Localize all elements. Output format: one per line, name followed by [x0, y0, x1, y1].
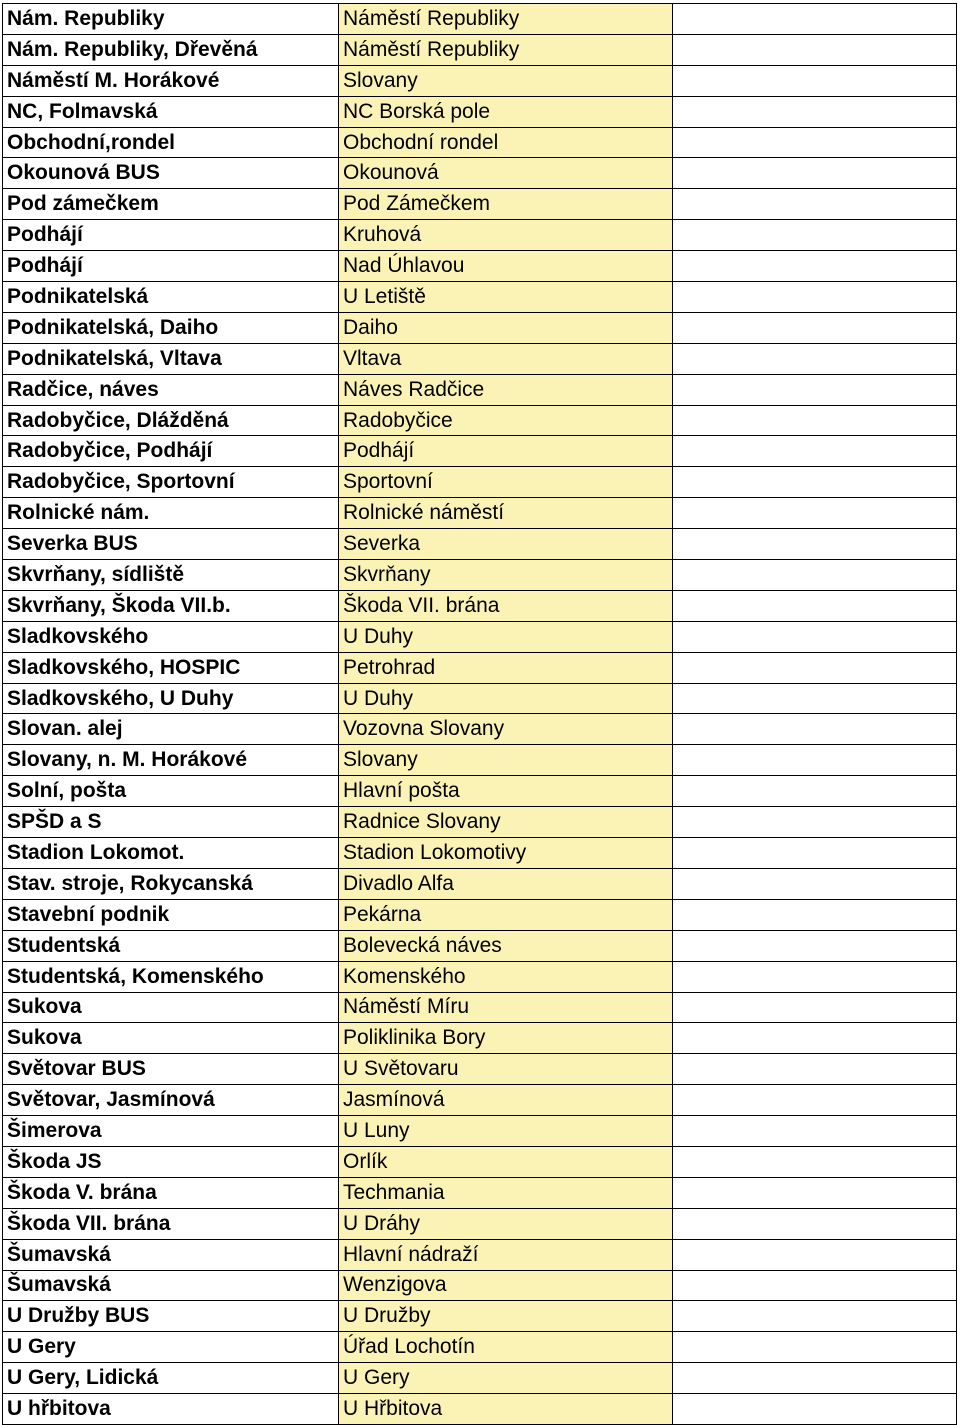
old-stop-name-cell: Stadion Lokomot. — [3, 838, 339, 869]
old-stop-name-cell: Stav. stroje, Rokycanská — [3, 868, 339, 899]
old-stop-name-cell: U hřbitova — [3, 1394, 339, 1425]
old-stop-name-cell: U Družby BUS — [3, 1301, 339, 1332]
empty-cell — [673, 930, 957, 961]
empty-cell — [673, 961, 957, 992]
new-stop-name-cell: U Dráhy — [339, 1208, 673, 1239]
old-stop-name-cell: Světovar BUS — [3, 1054, 339, 1085]
new-stop-name-cell: Petrohrad — [339, 652, 673, 683]
new-stop-name-cell: U Hřbitova — [339, 1394, 673, 1425]
table-row — [3, 529, 957, 560]
table-row — [3, 930, 957, 961]
new-stop-name-cell: U Letiště — [339, 282, 673, 313]
new-stop-name-cell: Náves Radčice — [339, 374, 673, 405]
table-row — [3, 1146, 957, 1177]
empty-cell — [673, 467, 957, 498]
table-row — [3, 436, 957, 467]
new-stop-name-cell: Pekárna — [339, 899, 673, 930]
empty-cell — [673, 1023, 957, 1054]
old-stop-name-cell: Severka BUS — [3, 529, 339, 560]
old-stop-name-cell: Stavební podnik — [3, 899, 339, 930]
new-stop-name-cell: U Duhy — [339, 621, 673, 652]
table-row — [3, 961, 957, 992]
old-stop-name-cell: U Gery, Lidická — [3, 1363, 339, 1394]
old-stop-name-cell: Podnikatelská, Vltava — [3, 343, 339, 374]
table-row — [3, 776, 957, 807]
empty-cell — [673, 189, 957, 220]
table-row — [3, 312, 957, 343]
table-row — [3, 189, 957, 220]
old-stop-name-cell: Slovan. alej — [3, 714, 339, 745]
empty-cell — [673, 1301, 957, 1332]
old-stop-name-cell: Skvrňany, Škoda VII.b. — [3, 590, 339, 621]
stop-rename-table — [2, 3, 957, 1425]
table-row — [3, 1177, 957, 1208]
old-stop-name-cell: Radobyčice, Sportovní — [3, 467, 339, 498]
table-row — [3, 807, 957, 838]
new-stop-name-cell: Vozovna Slovany — [339, 714, 673, 745]
old-stop-name-cell: Podhájí — [3, 251, 339, 282]
empty-cell — [673, 1208, 957, 1239]
table-row — [3, 1301, 957, 1332]
table-row — [3, 683, 957, 714]
table-row — [3, 4, 957, 35]
old-stop-name-cell: Studentská — [3, 930, 339, 961]
empty-cell — [673, 1146, 957, 1177]
new-stop-name-cell: Škoda VII. brána — [339, 590, 673, 621]
old-stop-name-cell: Nám. Republiky — [3, 4, 339, 35]
new-stop-name-cell: Skvrňany — [339, 560, 673, 591]
table-row — [3, 405, 957, 436]
empty-cell — [673, 4, 957, 35]
table-row — [3, 467, 957, 498]
new-stop-name-cell: Divadlo Alfa — [339, 868, 673, 899]
new-stop-name-cell: U Luny — [339, 1116, 673, 1147]
old-stop-name-cell: Okounová BUS — [3, 158, 339, 189]
new-stop-name-cell: Orlík — [339, 1146, 673, 1177]
new-stop-name-cell: Úřad Lochotín — [339, 1332, 673, 1363]
new-stop-name-cell: Severka — [339, 529, 673, 560]
old-stop-name-cell: Škoda JS — [3, 1146, 339, 1177]
empty-cell — [673, 1116, 957, 1147]
old-stop-name-cell: SPŠD a S — [3, 807, 339, 838]
old-stop-name-cell: Solní, pošta — [3, 776, 339, 807]
old-stop-name-cell: Pod zámečkem — [3, 189, 339, 220]
empty-cell — [673, 1054, 957, 1085]
table-row — [3, 282, 957, 313]
empty-cell — [673, 868, 957, 899]
empty-cell — [673, 96, 957, 127]
empty-cell — [673, 343, 957, 374]
old-stop-name-cell: Radobyčice, Dlážděná — [3, 405, 339, 436]
new-stop-name-cell: U Družby — [339, 1301, 673, 1332]
new-stop-name-cell: Hlavní pošta — [339, 776, 673, 807]
table-row — [3, 992, 957, 1023]
table-row — [3, 621, 957, 652]
empty-cell — [673, 560, 957, 591]
table-row — [3, 1208, 957, 1239]
new-stop-name-cell: Radnice Slovany — [339, 807, 673, 838]
table-row — [3, 374, 957, 405]
empty-cell — [673, 776, 957, 807]
new-stop-name-cell: Komenského — [339, 961, 673, 992]
table-row — [3, 251, 957, 282]
table-row — [3, 838, 957, 869]
old-stop-name-cell: Podnikatelská, Daiho — [3, 312, 339, 343]
old-stop-name-cell: Škoda V. brána — [3, 1177, 339, 1208]
new-stop-name-cell: Náměstí Míru — [339, 992, 673, 1023]
new-stop-name-cell: Bolevecká náves — [339, 930, 673, 961]
empty-cell — [673, 312, 957, 343]
empty-cell — [673, 807, 957, 838]
new-stop-name-cell: U Světovaru — [339, 1054, 673, 1085]
new-stop-name-cell: Obchodní rondel — [339, 127, 673, 158]
new-stop-name-cell: U Gery — [339, 1363, 673, 1394]
empty-cell — [673, 652, 957, 683]
table-row — [3, 127, 957, 158]
empty-cell — [673, 282, 957, 313]
empty-cell — [673, 529, 957, 560]
old-stop-name-cell: Šumavská — [3, 1239, 339, 1270]
empty-cell — [673, 405, 957, 436]
new-stop-name-cell: Nad Úhlavou — [339, 251, 673, 282]
empty-cell — [673, 251, 957, 282]
table-row — [3, 1023, 957, 1054]
new-stop-name-cell: Hlavní nádraží — [339, 1239, 673, 1270]
table-row — [3, 714, 957, 745]
table-row — [3, 745, 957, 776]
old-stop-name-cell: Podhájí — [3, 220, 339, 251]
empty-cell — [673, 992, 957, 1023]
table-row — [3, 1363, 957, 1394]
new-stop-name-cell: Poliklinika Bory — [339, 1023, 673, 1054]
table-row — [3, 34, 957, 65]
new-stop-name-cell: Slovany — [339, 745, 673, 776]
old-stop-name-cell: Sladkovského, U Duhy — [3, 683, 339, 714]
empty-cell — [673, 1085, 957, 1116]
new-stop-name-cell: Sportovní — [339, 467, 673, 498]
empty-cell — [673, 899, 957, 930]
empty-cell — [673, 683, 957, 714]
empty-cell — [673, 220, 957, 251]
new-stop-name-cell: Pod Zámečkem — [339, 189, 673, 220]
empty-cell — [673, 621, 957, 652]
new-stop-name-cell: Techmania — [339, 1177, 673, 1208]
empty-cell — [673, 498, 957, 529]
table-row — [3, 899, 957, 930]
stop-rename-sheet — [2, 3, 956, 1422]
table-row — [3, 1394, 957, 1425]
table-row — [3, 158, 957, 189]
empty-cell — [673, 745, 957, 776]
old-stop-name-cell: Šumavská — [3, 1270, 339, 1301]
old-stop-name-cell: Sladkovského, HOSPIC — [3, 652, 339, 683]
empty-cell — [673, 1394, 957, 1425]
old-stop-name-cell: Rolnické nám. — [3, 498, 339, 529]
table-row — [3, 498, 957, 529]
empty-cell — [673, 1363, 957, 1394]
old-stop-name-cell: Radobyčice, Podhájí — [3, 436, 339, 467]
new-stop-name-cell: Rolnické náměstí — [339, 498, 673, 529]
empty-cell — [673, 1239, 957, 1270]
old-stop-name-cell: Slovany, n. M. Horákové — [3, 745, 339, 776]
old-stop-name-cell: Podnikatelská — [3, 282, 339, 313]
old-stop-name-cell: Sukova — [3, 992, 339, 1023]
empty-cell — [673, 590, 957, 621]
new-stop-name-cell: Okounová — [339, 158, 673, 189]
new-stop-name-cell: Radobyčice — [339, 405, 673, 436]
old-stop-name-cell: Světovar, Jasmínová — [3, 1085, 339, 1116]
table-row — [3, 560, 957, 591]
old-stop-name-cell: U Gery — [3, 1332, 339, 1363]
new-stop-name-cell: Wenzigova — [339, 1270, 673, 1301]
old-stop-name-cell: Nám. Republiky, Dřevěná — [3, 34, 339, 65]
empty-cell — [673, 1332, 957, 1363]
table-body — [3, 4, 957, 1425]
new-stop-name-cell: U Duhy — [339, 683, 673, 714]
empty-cell — [673, 1270, 957, 1301]
old-stop-name-cell: Studentská, Komenského — [3, 961, 339, 992]
table-row — [3, 1332, 957, 1363]
new-stop-name-cell: Náměstí Republiky — [339, 34, 673, 65]
table-row — [3, 96, 957, 127]
old-stop-name-cell: Šimerova — [3, 1116, 339, 1147]
new-stop-name-cell: Náměstí Republiky — [339, 4, 673, 35]
new-stop-name-cell: Vltava — [339, 343, 673, 374]
table-row — [3, 1270, 957, 1301]
new-stop-name-cell: Daiho — [339, 312, 673, 343]
empty-cell — [673, 65, 957, 96]
table-row — [3, 590, 957, 621]
empty-cell — [673, 374, 957, 405]
empty-cell — [673, 714, 957, 745]
table-row — [3, 343, 957, 374]
old-stop-name-cell: Radčice, náves — [3, 374, 339, 405]
old-stop-name-cell: Sladkovského — [3, 621, 339, 652]
table-row — [3, 1116, 957, 1147]
empty-cell — [673, 838, 957, 869]
old-stop-name-cell: Škoda VII. brána — [3, 1208, 339, 1239]
old-stop-name-cell: Sukova — [3, 1023, 339, 1054]
table-row — [3, 1239, 957, 1270]
old-stop-name-cell: Náměstí M. Horákové — [3, 65, 339, 96]
new-stop-name-cell: Kruhová — [339, 220, 673, 251]
empty-cell — [673, 436, 957, 467]
empty-cell — [673, 127, 957, 158]
new-stop-name-cell: Stadion Lokomotivy — [339, 838, 673, 869]
new-stop-name-cell: Jasmínová — [339, 1085, 673, 1116]
table-row — [3, 1054, 957, 1085]
table-row — [3, 220, 957, 251]
new-stop-name-cell: Podhájí — [339, 436, 673, 467]
new-stop-name-cell: NC Borská pole — [339, 96, 673, 127]
table-row — [3, 652, 957, 683]
old-stop-name-cell: Obchodní,rondel — [3, 127, 339, 158]
old-stop-name-cell: NC, Folmavská — [3, 96, 339, 127]
empty-cell — [673, 158, 957, 189]
old-stop-name-cell: Skvrňany, sídliště — [3, 560, 339, 591]
empty-cell — [673, 34, 957, 65]
table-row — [3, 1085, 957, 1116]
new-stop-name-cell: Slovany — [339, 65, 673, 96]
table-row — [3, 65, 957, 96]
empty-cell — [673, 1177, 957, 1208]
table-row — [3, 868, 957, 899]
